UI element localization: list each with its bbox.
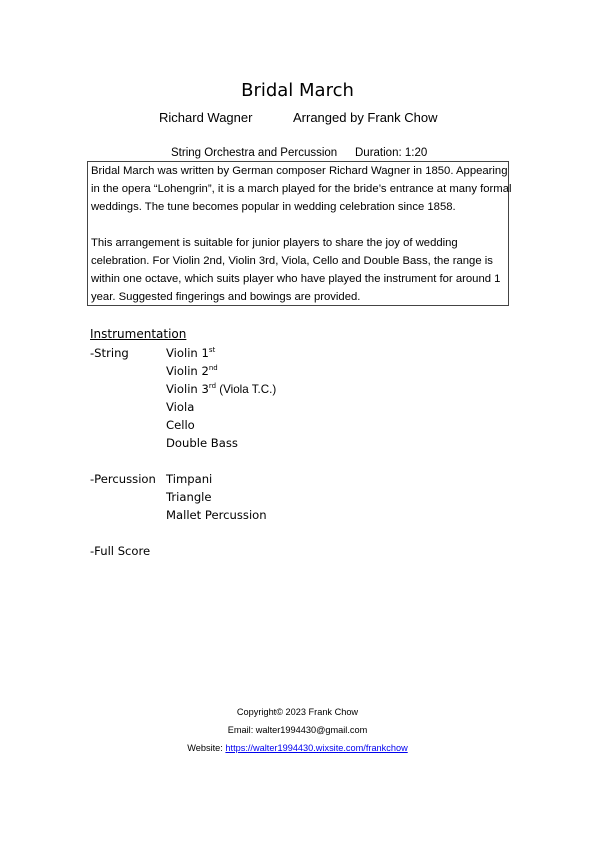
instrument-viola: Viola [166,400,195,414]
description-line: Bridal March was written by German composer Richard Wagner in 1850. Appearing [91,165,508,177]
full-score-label: -Full Score [90,544,151,558]
instrument-timpani: Timpani [166,472,213,486]
instrumentation-heading: Instrumentation [90,327,187,341]
duration-info: Duration: 1:20 [355,147,428,159]
arranger-credit: Arranged by Frank Chow [293,110,438,125]
website-line [0,743,595,753]
string-section-label: -String [90,346,129,360]
instrument-cello: Cello [166,418,195,432]
percussion-section-label: -Percussion [90,472,156,486]
copyright-notice: Copyright© 2023 Frank Chow [236,707,359,717]
description-line: within one octave, which suits player who have played the instrument for around 1 [91,273,501,285]
website-label: Website: [187,743,226,753]
composer-name: Richard Wagner [159,110,253,125]
description-line: year. Suggested fingerings and bowings are provided. [91,291,361,303]
scoring-info: String Orchestra and Percussion [171,147,338,159]
email-line: Email: walter1994430@gmail.com [227,725,368,735]
instrument-violin-2: Violin 2nd [166,364,218,378]
instrument-violin-3: Violin 3rd (Viola T.C.) [166,382,277,396]
description-box [87,161,512,306]
instrument-double-bass: Double Bass [166,436,238,450]
instrument-violin-1: Violin 1st [166,346,216,360]
website-link[interactable]: https://walter1994430.wixsite.com/frankchow [225,743,408,753]
description-line: celebration. For Violin 2nd, Violin 3rd, Viola, Cello and Double Bass, the range is [91,255,493,267]
page-title: Bridal March [241,80,354,101]
description-line: This arrangement is suitable for junior players to share the joy of wedding [91,237,458,249]
description-line: in the opera “Lohengrin”, it is a march played for the bride’s entrance at many formal [91,183,512,195]
description-line: weddings. The tune becomes popular in wedding celebration since 1858. [91,201,456,213]
instrument-triangle: Triangle [166,490,212,504]
instrument-mallet-percussion: Mallet Percussion [166,508,267,522]
